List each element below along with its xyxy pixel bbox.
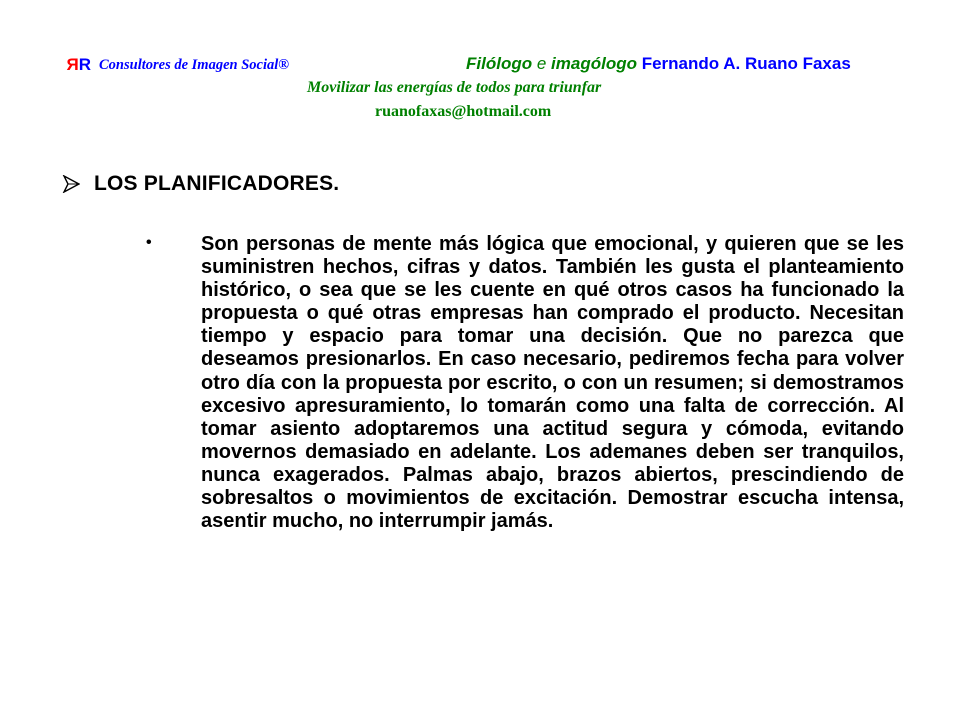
company-name: Consultores de Imagen Social®: [99, 57, 290, 73]
author-line: [466, 54, 851, 74]
motto: Movilizar las energías de todos para triunfar: [307, 79, 602, 96]
bullet-dot: •: [146, 234, 152, 251]
author-name: Fernando A. Ruano Faxas: [641, 54, 851, 73]
section-heading-row: [62, 172, 339, 196]
author-conjunction: e: [536, 54, 547, 73]
body-paragraph: Son personas de mente más lógica que emocional, y quieren que se les suministren hechos, cifras y datos. También les gusta el planteamiento histórico, o sea que se les cuente en qué otros casos ha funcionado la propuesta o qué otras empresas han comprado el producto. Necesitan tiempo y espacio para tomar una decisión. Que no parezca que deseamos presionarlos. En caso necesario, pediremos fecha para volver otro día con la propuesta por escrito, o con un resumen; si demostramos excesivo apresuramiento, lo tomarán como una falta de corrección. Al tomar asiento adoptaremos una actitud segura y cómoda, evitando movernos demasiado en adelante. Los ademanes deben ser tranquilos, nunca exagerados. Palmas abajo, brazos abiertos, prescindiendo de sobresaltos o movimientos de excitación. Demostrar escucha intensa, asentir mucho, no interrumpir jamás.: [201, 233, 904, 533]
author-role-2: imagólogo: [551, 54, 637, 73]
contact-email: ruanofaxas@hotmail.com: [375, 103, 552, 120]
logo-r: R: [78, 55, 92, 74]
arrow-bullet-icon: [62, 175, 80, 193]
section-heading: LOS PLANIFICADORES.: [94, 172, 340, 195]
author-role: Filólogo: [466, 54, 533, 73]
rr-logo: [66, 55, 92, 75]
logo-mirrored-r: R: [66, 55, 79, 74]
slide-header: [0, 0, 960, 130]
